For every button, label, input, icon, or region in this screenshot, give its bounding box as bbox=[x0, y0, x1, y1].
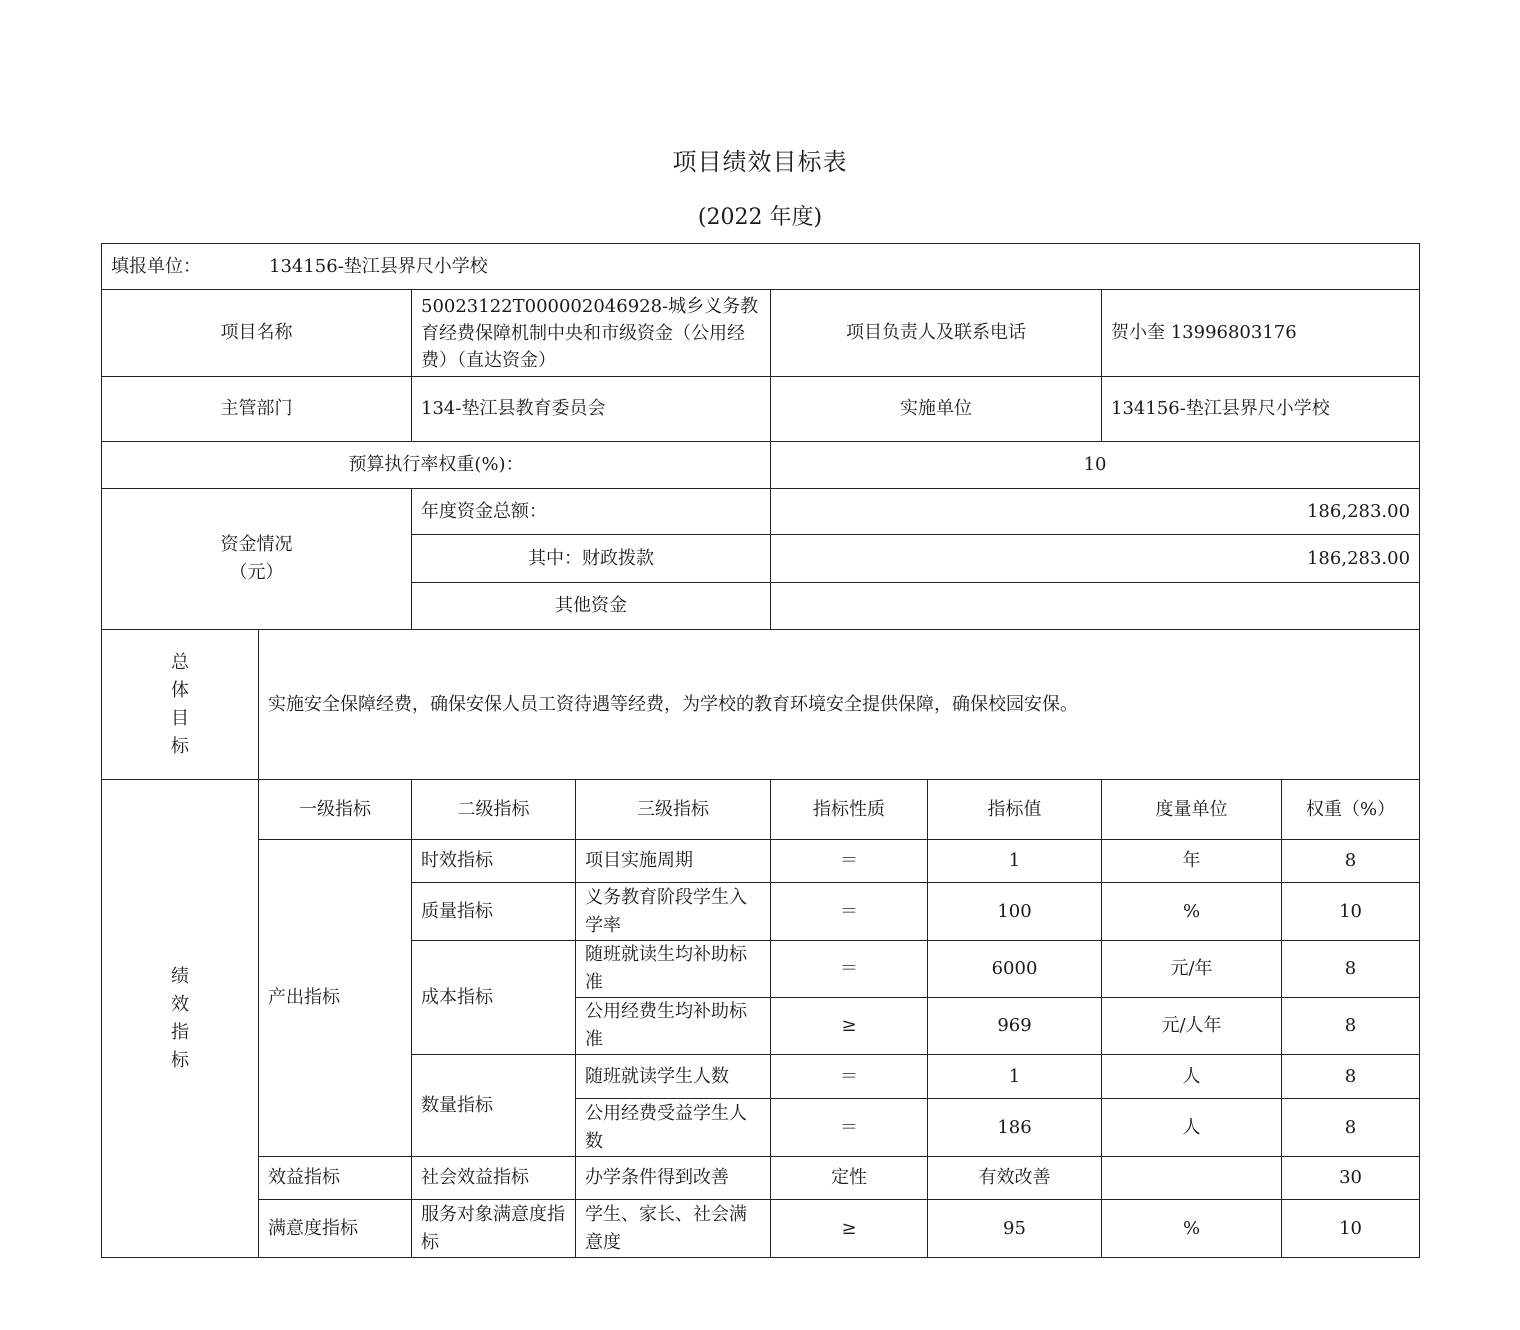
unit-cell: 元/年 bbox=[1102, 941, 1282, 998]
unit-cell: 人 bbox=[1102, 1055, 1282, 1099]
department-row bbox=[102, 377, 1420, 442]
project-owner-label: 项目负责人及联系电话 bbox=[771, 290, 1102, 377]
funds-other-label: 其他资金 bbox=[412, 583, 771, 630]
level3-cell: 义务教育阶段学生入学率 bbox=[576, 883, 771, 941]
unit-cell: % bbox=[1102, 1200, 1282, 1258]
value-cell: 6000 bbox=[928, 941, 1102, 998]
header-level1: 一级指标 bbox=[259, 780, 412, 840]
weight-cell: 8 bbox=[1282, 941, 1420, 998]
value-cell: 有效改善 bbox=[928, 1157, 1102, 1200]
level2-quality: 质量指标 bbox=[412, 883, 576, 941]
indicators-section-label: 绩效指标 bbox=[171, 965, 189, 1071]
unit-cell: 人 bbox=[1102, 1099, 1282, 1157]
level3-cell: 随班就读生均补助标准 bbox=[576, 941, 771, 998]
level2-time: 时效指标 bbox=[412, 840, 576, 883]
level2-service: 服务对象满意度指标 bbox=[412, 1200, 576, 1258]
funds-other-value bbox=[771, 583, 1420, 630]
overall-goal-label: 总体目标 bbox=[171, 651, 189, 757]
project-name-row bbox=[102, 290, 1420, 377]
weight-cell: 8 bbox=[1282, 1099, 1420, 1157]
budget-weight-value: 10 bbox=[771, 442, 1420, 489]
value-cell: 1 bbox=[928, 1055, 1102, 1099]
funds-label-line2: （元） bbox=[229, 562, 284, 583]
level2-cost: 成本指标 bbox=[412, 941, 576, 1055]
value-cell: 100 bbox=[928, 883, 1102, 941]
nature-cell: ＝ bbox=[771, 1055, 928, 1099]
project-owner-value: 贺小奎 13996803176 bbox=[1102, 290, 1420, 377]
weight-cell: 8 bbox=[1282, 840, 1420, 883]
overall-goal-text: 实施安全保障经费，确保安保人员工资待遇等经费，为学校的教育环境安全提供保障，确保校园安保。 bbox=[259, 630, 1420, 780]
table-row bbox=[102, 840, 1420, 883]
nature-cell: ≥ bbox=[771, 1200, 928, 1258]
level3-cell: 公用经费受益学生人数 bbox=[576, 1099, 771, 1157]
weight-cell: 30 bbox=[1282, 1157, 1420, 1200]
header-nature: 指标性质 bbox=[771, 780, 928, 840]
page-title: 项目绩效目标表 bbox=[672, 148, 848, 176]
value-cell: 1 bbox=[928, 840, 1102, 883]
page-subtitle: (2022 年度) bbox=[697, 205, 823, 230]
value-cell: 969 bbox=[928, 998, 1102, 1055]
weight-cell: 10 bbox=[1282, 883, 1420, 941]
header-weight: 权重（%） bbox=[1282, 780, 1420, 840]
level2-quantity: 数量指标 bbox=[412, 1055, 576, 1157]
unit-cell bbox=[1102, 1157, 1282, 1200]
performance-goal-table bbox=[101, 243, 1420, 1258]
value-cell: 186 bbox=[928, 1099, 1102, 1157]
nature-cell: ≥ bbox=[771, 998, 928, 1055]
report-unit-label: 填报单位： bbox=[111, 255, 201, 277]
level1-output: 产出指标 bbox=[259, 840, 412, 1157]
overall-goal-label-cell bbox=[102, 630, 259, 780]
weight-cell: 10 bbox=[1282, 1200, 1420, 1258]
indicator-header-row bbox=[102, 780, 1420, 840]
header-level2: 二级指标 bbox=[412, 780, 576, 840]
level1-satisfaction: 满意度指标 bbox=[259, 1200, 412, 1258]
department-value: 134-垫江县教育委员会 bbox=[412, 377, 771, 442]
table-row bbox=[102, 1157, 1420, 1200]
weight-cell: 8 bbox=[1282, 1055, 1420, 1099]
indicators-section-cell bbox=[102, 780, 259, 1258]
value-cell: 95 bbox=[928, 1200, 1102, 1258]
implementing-unit-label: 实施单位 bbox=[771, 377, 1102, 442]
table-row bbox=[102, 1200, 1420, 1258]
funds-total-label: 年度资金总额： bbox=[412, 489, 771, 535]
report-unit-value: 134156-垫江县界尺小学校 bbox=[269, 255, 488, 277]
budget-weight-label: 预算执行率权重(%)： bbox=[102, 442, 771, 489]
report-unit-cell bbox=[102, 244, 1420, 290]
level3-cell: 项目实施周期 bbox=[576, 840, 771, 883]
header-level3: 三级指标 bbox=[576, 780, 771, 840]
level3-cell: 公用经费生均补助标准 bbox=[576, 998, 771, 1055]
funds-fiscal-value: 186,283.00 bbox=[771, 535, 1420, 583]
funds-fiscal-label: 其中：财政拨款 bbox=[412, 535, 771, 583]
unit-cell: 元/人年 bbox=[1102, 998, 1282, 1055]
department-label: 主管部门 bbox=[102, 377, 412, 442]
nature-cell: 定性 bbox=[771, 1157, 928, 1200]
level3-cell: 学生、家长、社会满意度 bbox=[576, 1200, 771, 1258]
funds-total-value: 186,283.00 bbox=[771, 489, 1420, 535]
nature-cell: ＝ bbox=[771, 941, 928, 998]
budget-weight-row bbox=[102, 442, 1420, 489]
nature-cell: ＝ bbox=[771, 840, 928, 883]
project-name-value: 50023122T000002046928-城乡义务教育经费保障机制中央和市级资金（公用经费）（直达资金） bbox=[412, 290, 771, 377]
nature-cell: ＝ bbox=[771, 883, 928, 941]
header-unit: 度量单位 bbox=[1102, 780, 1282, 840]
level1-benefit: 效益指标 bbox=[259, 1157, 412, 1200]
funds-total-row bbox=[102, 489, 1420, 535]
report-unit-row bbox=[102, 244, 1420, 290]
level3-cell: 办学条件得到改善 bbox=[576, 1157, 771, 1200]
level2-social: 社会效益指标 bbox=[412, 1157, 576, 1200]
implementing-unit-value: 134156-垫江县界尺小学校 bbox=[1102, 377, 1420, 442]
unit-cell: 年 bbox=[1102, 840, 1282, 883]
level3-cell: 随班就读学生人数 bbox=[576, 1055, 771, 1099]
weight-cell: 8 bbox=[1282, 998, 1420, 1055]
funds-label-line1: 资金情况 bbox=[220, 534, 293, 555]
unit-cell: % bbox=[1102, 883, 1282, 941]
header-value: 指标值 bbox=[928, 780, 1102, 840]
funds-label bbox=[102, 489, 412, 630]
project-name-label: 项目名称 bbox=[102, 290, 412, 377]
nature-cell: ＝ bbox=[771, 1099, 928, 1157]
overall-goal-row bbox=[102, 630, 1420, 780]
